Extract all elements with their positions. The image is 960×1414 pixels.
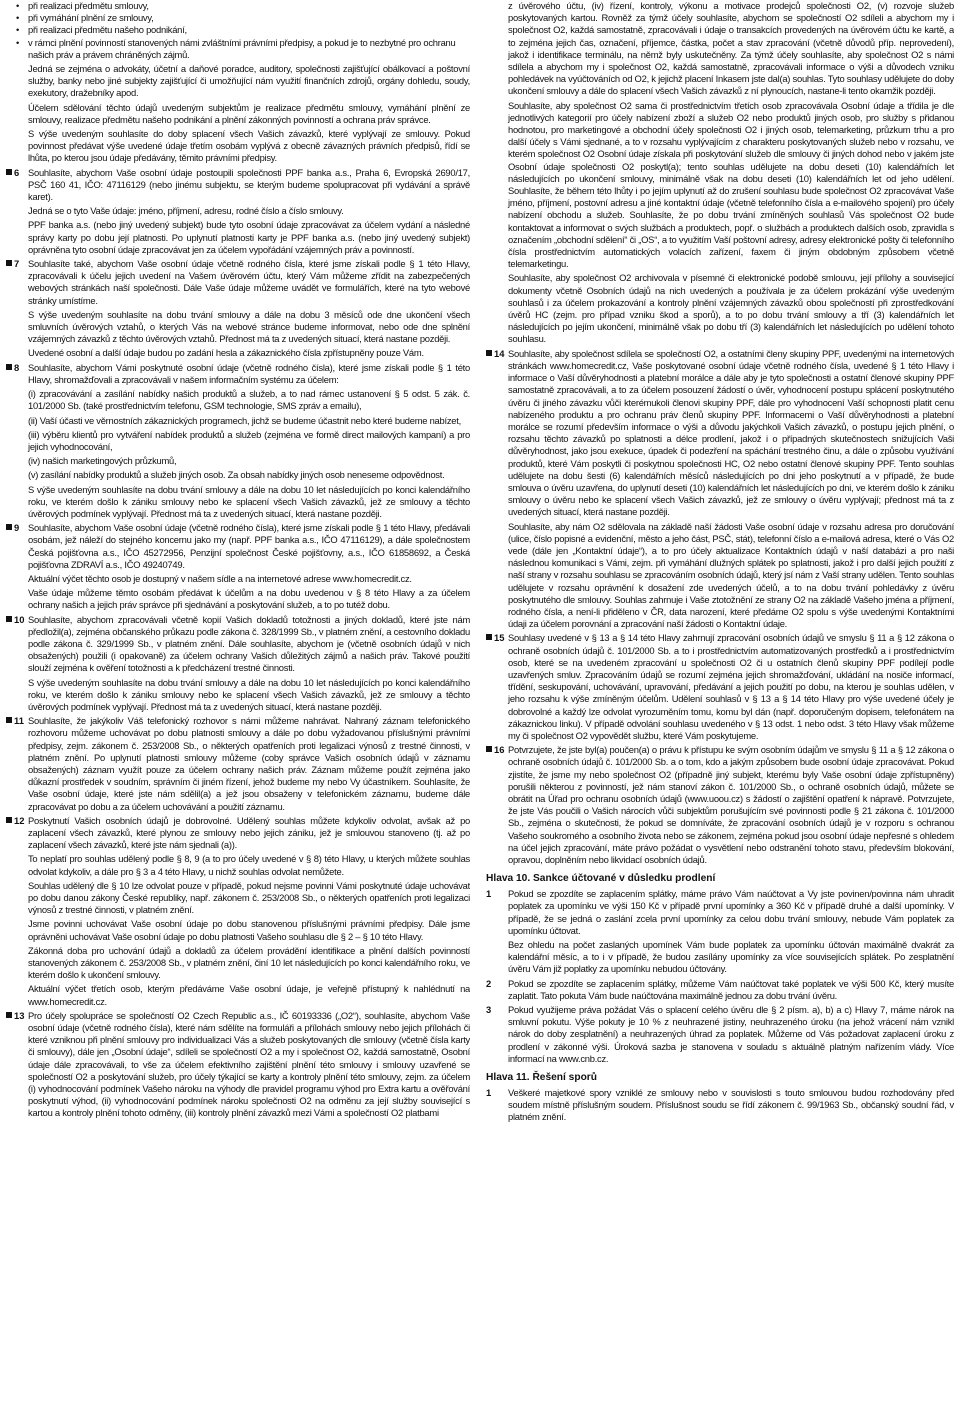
paragraph: Pokud se zpozdíte se zaplacením splátky, máme právo Vám naúčtovat a Vy jste povinen/povinna nám uhradit poplatek za upomínku ve výši 150 Kč v případě první upomínky a 360 Kč v případě druhé a další upomínky. V případě, že se jedná o zaslání zcela první upomínky za celou dobu trvání smlouvy, nebude Vám poplatek za upomínku účtovat. [508, 888, 954, 936]
paragraph: z úvěrového účtu, (iv) řízení, kontroly, výkonu a motivace prodejců společnosti O2, (v) rozvoje služeb poskytovaných kartou. Rovněž za týmž účely souhlasíte, abychom se společností O2 sdíleli a abychom my i společnost O2, každá samostatně, zpracovávali i údaje o transakcích provedených na úvěrovém účtu ke kartě, a to zejména jejich čas, označení, příjemce, částka, počet a stav zpracování (včetně důvodů příp. neprovedení), jakož i identifikace terminálu, na němž byly uskutečněny. Za týmž účely souhlasíte, aby společnost O2 s námi sdílela a abychom my i společnost O2, každá samostatně, zpracovávali informace o výši a důvodech vzniku pohledávek na vyúčtováních od O2, k jejichž placení Inkasem jste dal(a) souhlas. Tyto souhlasy udělujete do doby ukončení smlouvy a dále do splacení všech Vašich závazků z ní plynoucích, nastane-li tento okamžik později. [508, 0, 954, 97]
section-number: 11 [6, 715, 24, 727]
paragraph: Potvrzujete, že jste byl(a) poučen(a) o právu k přístupu ke svým osobním údajům ve smyslu § 11 a § 12 zákona o ochraně osobních údajů č. 101/2000 Sb. a o tom, kdo a jakým způsobem bude osobní údaje zpracovávat. Pokud zjistíte, že jsme my nebo společnost O2 (případně jiný subjekt, kterému byly Vaše osobní údaje zpřístupněny) porušili některou z povinností, jež nám stanoví zákon č. 101/2000 Sb., o ochraně osobních údajů, můžete se obrátit na Úřad pro ochranu osobních údajů (www.uoou.cz) s žádostí o zajištění opatření k nápravě. Potvrzujete, že jste Vás poučili o Vašich nárocích vůči subjektům porušujícím své povinnosti podle § 21 zákona č. 101/2000 Sb., zejména o skutečnosti, že pokud se domníváte, že zpracování osobních údajů je v rozporu s ochranou Vašeho soukromého a osobního života nebo se zákonem, zejména pokud jsou osobní údaje nepřesné s ohledem na účel jejich zpracování, máte právo požádat o vysvětlení nebo odstranění tohoto stavu, především blokování, opravou, doplněním nebo likvidací osobních údajů. [508, 744, 954, 866]
section-7 [6, 258, 470, 360]
section-number: 16 [486, 744, 504, 756]
bullet-list [6, 0, 470, 61]
section-6 [6, 167, 470, 256]
paragraph: Souhlasíte, aby společnost O2 archivovala v písemné či elektronické podobě smlouvu, její přílohy a související dokumenty včetně Osobních údajů na nich uvedených a používala je za účelem prokázání výše uvedeným souhlasů i za účelem prokazování a kontroly plnění vzájemných závazků obou společností při zprostředkování úvěrů HC (zejm. pro případ vzniku škod a sporů), a to po dobu trvání smlouvy a tří (3) kalendářních let následujících po jejím ukončení, minimálně však po dobu tří (3) kalendářních let následujících po udělení tohoto souhlasu. [508, 272, 954, 345]
paragraph: S výše uvedeným souhlasíte do doby splacení všech Vašich závazků, které vyplývají ze smlouvy. Pokud povinnost předávat výše uvedené údaje třetím osobám vyplývá z obecně závazných právních předpisů, řídí se lhůta, po kterou jsou údaje předávány, těmito právními předpisy. [28, 128, 470, 164]
paragraph: Souhlasíte, abychom Vámi poskytnuté osobní údaje (včetně rodného čísla), které jsme získali podle § 1 této Hlavy, shromažďovali a zpracovávali v našem informačním systému za účelem: [28, 361, 470, 385]
paragraph: (ii) Vaší účasti ve věrnostních zákaznických programech, jichž se budeme účastnit nebo které budeme nabízet, [28, 414, 461, 426]
section-number: 13 [6, 1010, 24, 1022]
bullet-item: • při realizaci předmětu našeho podnikání, [6, 24, 470, 36]
paragraph: Aktuální výčet třetích osob, kterým předáváme Vaše osobní údaje, je veřejně přístupný k nahlédnutí na www.homecredit.cz. [28, 983, 470, 1007]
section-number: 1 [486, 888, 492, 900]
paragraph: Souhlasíte, abychom zpracovávali včetně kopií Vašich dokladů totožnosti a jiných dokladů, které jste nám předložil(a), zejména občanského průkazu podle zákona č. 328/1999 Sb., v platném znění, a cestovního dokladu podle zákona č. 329/1999 Sb., v platném znění. Dále souhlasíte, abychom je (včetně osobních údajů v nich obsažených) použili (i opakovaně) za účelem ochrany Vašich důležitých zájmů a našich práv. Takové použití slouží zejména k ověření totožnosti a k předcházení trestné činnosti. [28, 613, 470, 674]
paragraph: Pokud využijeme práva požádat Vás o splacení celého úvěru dle § 2 písm. a), b) a c) Hlavy 7, máme nárok na smluvní pokutu. Výše pokuty je 10 % z neuhrazené jistiny, neuhrazeného úroku (na jehož vrácení nám vznikl nárok do doby zesplatnění) a neuhrazených úhrad za poplatek. Můžeme od Vás požadovat zaplacení úroku z prodlení v zákonné výši. Úroková sazba je stanovena v souladu s aktuálně platným nařízením vlády. Více informací na www.cnb.cz. [508, 1004, 954, 1064]
paragraph: Souhlas udělený dle § 10 lze odvolat pouze v případě, pokud nejsme povinni Vámi poskytnuté údaje uchovávat po dobu danou zákony České republiky, např. zákonem č. 253/2008 Sb., o některých opatřeních proti legalizaci výnosů z trestné činnosti, v platném znění. [28, 879, 470, 916]
paragraph: Aktuální výčet těchto osob je dostupný v našem sídle a na internetové adrese www.homecredit.cz. [28, 572, 412, 584]
paragraph: S výše uvedeným souhlasíte na dobu trvání smlouvy a dále na dobu 3 měsíců ode dne ukončení všech smluvních úvěrových vztahů, o kterých Vás na webové stránce budeme informovat, nebo ode dne splnění vzájemných závazků z těchto úvěrových vztahů. Přednost má ta z uvedených situací, která nastane později. [28, 308, 470, 345]
paragraph: Zákonná doba pro uchování údajů a dokladů za účelem provádění identifikace a plnění dalších povinností stanovených zákonem č. 253/2008 Sb., v platném znění, činí 10 let následujících po konci kalendářního roku, ve kterém došlo k ukončení smlouvy. [28, 944, 470, 981]
paragraph: Souhlasíte, aby nám O2 sdělovala na základě naší žádosti Vaše osobní údaje v rozsahu adresa pro doručování (ulice, číslo popisné a evidenční, město a jeho část, PSČ, stát), telefonní číslo a e-mailová adresa, které o Vás O2 vede (dále jen „Kontaktní údaje“), a to pro účely aktualizace Kontaktních údajů v naší databázi a pro naši následnou komunikaci s Vámi, zejm. při vymáhání dlužných splátek po splatnosti, jakož i pro další jejich použití z naší strany v rozsahu souhlasu se zpracováním osobních údajů, který jsí nám z Vaší strany udělen. Tento souhlas udělujete v rozsahu oprávnění k dosažení zde uvedených účelů, a to na dobu trvání pohledávky z úvěru poskytnutého dle smlouvy. Souhlas zahrnuje i Vaše ztotožnění ze strany O2 na základě Vašeho jména a příjmení, rodného čísla, a není-li přiděleno v ČR, data narození, které předáme O2 spolu s výše uvedenými Kontaktními údaji za účelem porovnání a zpracování naší žádosti o Kontaktní údaje. [508, 520, 954, 630]
section-13-continued [486, 0, 954, 346]
section-number: 1 [486, 1087, 492, 1099]
bullet-item: • při vymáhání plnění ze smlouvy, [6, 12, 470, 24]
paragraph: Uvedené osobní a další údaje budou po zadání hesla a zákaznického čísla zpřístupněny pouze Vám. [28, 347, 424, 359]
paragraph: Jedná se zejména o advokáty, účetní a daňové poradce, auditory, společnosti zajišťující obálkovací a poštovní služby, banky nebo jiné subjekty zajišťující či umožňující nám využití finančních zdrojů, orgány dohledu, soudy, exekutory, dražebníky apod. [28, 63, 470, 99]
section-16 [486, 744, 954, 866]
paragraph: Souhlasy uvedené v § 13 a § 14 této Hlavy zahrnují zpracování osobních údajů ve smyslu § 11 a § 12 zákona o ochraně osobních údajů č. 101/2000 Sb. a to i prostřednictvím automatizovaných prostředků a i prostřednictvím osob, které se na uvedeném zpracování u společnosti O2 či u ostatních členů skupiny PPF podílejí podle uzavřených smluv. Zpracováním údajů se rozumí zejména jejich shromažďování, ukládání na nosiče informací, třídění, seskupování, uchovávání, upravování, předávání a jejich použití po dobu, na kterou je souhlas udělen, v jeho rozsahu k výše zmíněným účelům. Udělení souhlasů v § 13 a § 14 této Hlavy pro výše uvedené účely je dobrovolné a každý lze odvolat vyrozuměním tomu, komu byl dán (např. doporučeným dopisem, telefonátem na zákaznickou linku). V případě odvolání souhlasu uvedeného v § 13 odst. 1 nebo odst. 3 této Hlavy však můžeme my či společnost O2 vypovědět službu, které Vám poskytujeme. [508, 632, 954, 741]
paragraph: Souhlasíte, abychom Vaše osobní údaje (včetně rodného čísla), které jsme získali podle § 1 této Hlavy, předávali osobám, jež náleží do stejného koncernu jako my (např. PPF banka a.s., IČO 47116129), a dále společnostem Česká pojišťovna a.s., IČO 45272956, Penzijní společnost České pojišťovny, a.s., IČO 61858692, a Česká pojišťovna ZDRAVÍ a.s., IČO 49240749. [28, 522, 470, 570]
paragraph: Vaše údaje můžeme těmto osobám předávat k účelům a na dobu uvedenou v § 8 této Hlavy a za účelem ochrany našich a jejich práv správce při sjednávání a poskytování služeb, a to po tutéž dobu. [28, 587, 470, 611]
intro-paragraphs [6, 63, 470, 165]
paragraph: PPF banka a.s. (nebo jiný uvedený subjekt) bude tyto osobní údaje zpracovávat za účelem vydání a následné správy karty po dobu její platnosti. Po uplynutí platnosti karty je PPF banka a.s. (nebo jiný uvedený subjekt) oprávněna tyto osobní údaje zpracovávat jen za účelem vypořádání vzájemných práv a povinností. [28, 219, 470, 255]
paragraph: Pokud se zpozdíte se zaplacením splátky, můžeme Vám naúčtovat také poplatek ve výši 500 Kč, který musíte zaplatit. Tato pokuta Vám bude naúčtována maximálně jednou za dobu trvání úvěru. [508, 977, 954, 1001]
paragraph: (i) zpracovávání a zasílání nabídky našich produktů a služeb, a to nad rámec ustanovení § 5 odst. 5 zák. č. 101/2000 Sb. (také prostřednictvím telefonu, GSM technologie, SMS zpráv a emailu), [28, 388, 470, 412]
paragraph: Bez ohledu na počet zaslaných upomínek Vám bude poplatek za upomínku účtován maximálně dvakrát za kalendářní měsíc, a to i v případě, že budou zasílány upomínky za více souvisejících splátek. Po zesplatnění úvěru Vám již poplatky za upomínku nebudou účtovány. [508, 939, 954, 975]
section-8 [6, 362, 470, 520]
paragraph: (iii) výběru klientů pro vytváření nabídek produktů a služeb (zejména ve formě direct mailových kampaní) a pro jejich vyhodnocování, [28, 428, 470, 452]
paragraph: Souhlasíte také, abychom Vaše osobní údaje včetně rodného čísla, které jsme získali podle § 1 této Hlavy, zpracovávali k účelu jejich uvedení na Vašem úvěrovém účtu, který Vám můžeme zřídit na zabezpečených webových stránkách naší společnosti. Dále Vaše údaje můžeme uvádět ve formulářích, které na tyto webové stránky umístíme. [28, 258, 470, 306]
section-number: 12 [6, 815, 24, 827]
section-number: 9 [6, 522, 19, 534]
section-number: 7 [6, 258, 19, 270]
paragraph: Souhlasíte, že jakýkoliv Váš telefonický rozhovor s námi můžeme nahrávat. Nahraný záznam telefonického rozhovoru můžeme uchovávat po dobu platnosti smlouvy a dále po dobu vyžadovanou příslušnými právními předpisy, zejm. zákonem č. 253/2008 Sb., o některých opatřeních proti legalizaci výnosů z trestné činnosti, v platném znění. Po uplynutí platnosti smlouvy můžeme (coby správce Vašich osobních údajů v záznamu obsažených) záznam využít pouze za účelem ochrany našich práv. Záznam můžeme použít zejména jako důkazní prostředek v soudním, správním či jiném řízení, jehož budeme my nebo Vy účastníkem. Souhlasíte, že Vaše osobní údaje, které jste nám sdělil(a) a jež jsou obsaženy v telefonickém záznamu, budeme dále zpracovávat po dobu a za účelem uchovávání a použití záznamu. [28, 715, 470, 812]
hlava-11-section-1 [486, 1087, 954, 1124]
section-14 [486, 348, 954, 631]
right-column [486, 0, 954, 1414]
paragraph: (v) zasílání nabídky produktů a služeb jiných osob. Za obsah nabídky jiných osob neneseme odpovědnost. [28, 469, 445, 481]
section-11 [6, 715, 470, 813]
section-number: 15 [486, 632, 504, 644]
paragraph: S výše uvedeným souhlasíte na dobu trvání smlouvy a dále na dobu 10 let následujících po konci kalendářního roku, ve kterém došlo k zániku smlouvy nebo ke splacení všech Vašich závazků, jež ze smlouvy a těchto úvěrových podmínek vyplývají. Přednost má ta z uvedených situací, která nastane později. [28, 676, 470, 712]
paragraph: Veškeré majetkové spory vzniklé ze smlouvy nebo v souvislosti s touto smlouvou budou rozhodovány před soudem místně příslušným soudem. Příslušnost soudu se řídí zákonem č. 99/1963 Sb., občanský soudní řád, v platném znění. [508, 1087, 954, 1123]
paragraph: Souhlasíte, aby společnost O2 sama či prostřednictvím třetích osob zpracovávala Osobní údaje a třídila je dle jednotlivých kategorií pro účely nabízení zboží a služeb O2 nebo produktů jiných osob, pro služby s přidanou hodnotou, pro marketingové a obchodní účely společnosti O2 i jiných osob, telemarketing, průzkum trhu a pro další účely s Vámi sjednané, a to v rozsahu vyplývajícím z charakteru poskytovaných služeb nebo v rozsahu, ve kterém společnost O2 Osobní údaje získala při poskytování služeb dle smlouvy či jiných dohod nebo v jakém jste Osobní údaje společnosti O2 poskytl(a); tento souhlas udělujete na dobu deseti (10) kalendářních let následujících po ukončení smlouvy, minimálně však na dobu deseti (10) kalendářních let od jeho udělení. Souhlasíte, že během této lhůty i po jejím uplynutí až do zrušení souhlasu bude společnost O2 zpracovávat Vaše jméno, příjmení, postovní adresu a jiné kontaktní údaje (včetně telefonního čísla a e-mailového spojení) pro účely nabízení obchodu a služeb. Souhlasíte, že po dobu trvání zmíněných souhlasů Vás společnost O2 bude kontaktovat a informovat o svých službách a produktech, popř. o službách a produktech dalších osob, zpravidla s označením „obchodní sdělení“ či „OS“, a to využitím Vaší poštovní adresy, adresy elektronické pošty či telefonního čísla prostřednictvím automatických volacích zařízení, faxem či jiným obdobným způsobem včetně telemarketingu. [508, 99, 954, 270]
left-column [6, 0, 470, 1414]
paragraph: Poskytnutí Vašich osobních údajů je dobrovolné. Udělený souhlas můžete kdykoliv odvolat, avšak až po zaplacení všech závazků, které plynou ze smlouvy nebo jejich zániku, jež je smlouvou stanoveno (tj. až po zaplacení všech závazků, které jste nám sjednali (a)). [28, 814, 470, 851]
hlava-10-section-3 [486, 1004, 954, 1065]
heading-hlava-11: Hlava 11. Řešení sporů [486, 1072, 597, 1084]
section-10 [6, 614, 470, 714]
hlava-10-section-1 [486, 888, 954, 975]
paragraph: Jsme povinni uchovávat Vaše osobní údaje po dobu stanovenou příslušnými právními předpisy. Dále jsme oprávněni uchovávat Vaše osobní údaje po dobu platnosti Vašeho souhlasu dle § 2 – § 10 této Hlavy. [28, 918, 470, 942]
paragraph: Pro účely spolupráce se společností O2 Czech Republic a.s., IČ 60193336 („O2“), souhlasíte, abychom Vaše osobní údaje (včetně rodného čísla), které nám sdělíte na formuláři a přílohách smlouvy nebo jejich přílohách či které vzniknou při plnění smlouvy pro individualizaci Vás a služeb poskytovaných dle smlouvy (včetně čísla karty či smlouvy), dále jen „Osobní údaje“, sdíleli se společností O2 a my i společnost O2, každá samostatně, Osobní údaje dále zpracovávali, to vše za účelem efektivního zajištění plnění této smlouvy i smlouvy uzavřené se společností O2 a poskytování služeb, pro účely týkající se karty a kontroly plnění této smlouvy, zejm. za účelem (i) vyhodnocování podmínek Vašeho nároku na výhody dle pravidel programu výhod pro Extra kartu a ověřování poskytnutí výhod, (ii) vyhodnocování podmínek nároku společnosti O2 na odměnu za její služby související s kartou a kontroly plnění tohoto odměny, (iii) kontroly plnění závazků mezi Vámi a společností O2 platbami [28, 1009, 470, 1119]
section-12 [6, 815, 470, 1008]
section-13 [6, 1010, 470, 1120]
paragraph: Souhlasíte, aby společnost sdílela se společností O2, a ostatními členy skupiny PPF, uvedenými na internetových stránkách www.homecredit.cz, Vaše poskytované osobní údaje včetně rodného čísla, uvedené § 1 této Hlavy i informace o Vaší důvěryhodnosti a platební morálce a dále aby je tyto společnosti a ostatní členové skupiny PPF samostatně zpracovávali, a to za účelem posouzení žádostí o úvěr, vyhodnocení postupu splácení poskytnutého úvěru či jiného závazku vůči kterémukoli členovi skupiny PPF, dále pro vyhodnocení Vaší schopnosti platit cenu nabízeného produktu a pro ochranu práv členů skupiny PPF. Informacemi o Vaší důvěryhodnosti a platební morálce se rozumí především informace o výši a důvodu jakýchkoli Vašich závazků, o postupu jejich plnění, o rozsahu těchto závazků po splatnosti a délce prodlení, jakož i o případných skutečnostech snižujících Vaši důvěryhodnost, jako jsou exekuce, úpadek či podezření na spáchání trestného činu, a dále o způsobu využívání produktů, které Vám poskytli či poskytnou společnosti HC, O2 nebo ostatní členové skupiny PPF. Tento souhlas udělujete na dobu šesti (6) kalendářních měsíců následujících po dni jeho poskytnutí a v případě, že bude smlouva o úvěru uzavřena, do uplynutí deseti (10) kalendářních let následujících po dni, ve kterém došlo k zániku smlouvy o úvěru nebo ke splacení všech Vašich závazků, jež ze smlouvy o úvěru vyplývají; přednost má ta z uvedených situací, která nastane později. [508, 347, 954, 518]
paragraph: (iv) našich marketingových průzkumů, [28, 455, 177, 467]
bullet-item: • v rámci plnění povinností stanovených námi zvláštními právními předpisy, a pokud je to nezbytné pro ochranu našich práv a právem chráněných zájmů. [6, 37, 470, 61]
section-15 [486, 632, 954, 742]
section-number: 14 [486, 348, 504, 360]
paragraph: Účelem sdělování těchto údajů uvedeným subjektům je realizace předmětu smlouvy, vymáhání plnění ze smlouvy, realizace předmětu našeho podnikání a plnění zákonných povinností a ochrana práv správce. [28, 101, 470, 125]
section-number: 2 [486, 977, 492, 989]
hlava-10-section-2 [486, 978, 954, 1002]
section-9 [6, 522, 470, 611]
paragraph: To neplatí pro souhlas udělený podle § 8, 9 (a to pro účely uvedené v § 8) této Hlavy, u kterých můžete souhlas odvolat kdykoliv, a dále pro § 3 a 4 této Hlavy, u nichž souhlas odvolat nemůžete. [28, 853, 470, 877]
heading-hlava-10: Hlava 10. Sankce účtované v důsledku prodlení [486, 873, 716, 885]
section-number: 10 [6, 614, 24, 626]
section-number: 6 [6, 167, 19, 179]
section-number: 8 [6, 362, 19, 374]
paragraph: Souhlasíte, abychom Vaše osobní údaje postoupili společnosti PPF banka a.s., Praha 6, Evropská 2690/17, PSČ 160 41, IČO: 47116129 (nebo jinému subjektu, se kterým budeme spolupracovat při vydávání a správě karet). [28, 166, 470, 203]
section-number: 3 [486, 1004, 492, 1016]
paragraph: Jedná se o tyto Vaše údaje: jméno, příjmení, adresu, rodné číslo a číslo smlouvy. [28, 205, 344, 217]
bullet-item: • při realizaci předmětu smlouvy, [6, 0, 470, 12]
paragraph: S výše uvedeným souhlasíte na dobu trvání smlouvy a dále na dobu 10 let následujících po konci kalendářního roku, ve kterém došlo k zániku smlouvy nebo ke splacení všech Vašich závazků, jež ze smlouvy a těchto úvěrových podmínek vyplývají. Přednost má ta z uvedených situací, která nastane později. [28, 483, 470, 519]
